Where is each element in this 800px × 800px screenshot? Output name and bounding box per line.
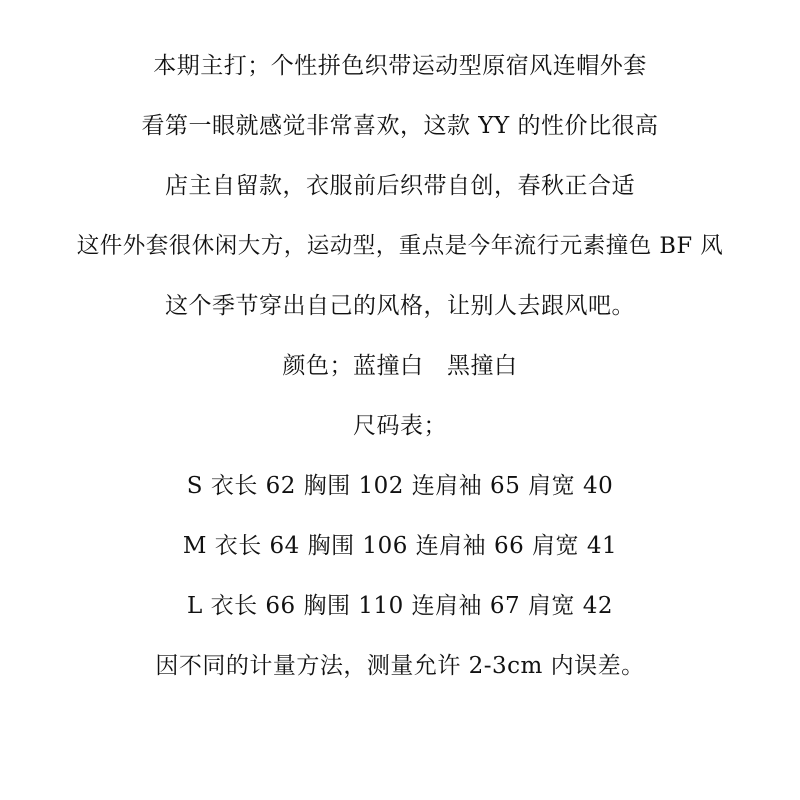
- description-line-impression: 看第一眼就感觉非常喜欢，这款 YY 的性价比很高: [141, 113, 659, 139]
- measurement-note: 因不同的计量方法，测量允许 2-3cm 内误差。: [155, 653, 645, 679]
- description-line-design: 店主自留款，衣服前后织带自创，春秋正合适: [165, 173, 635, 199]
- description-line-slogan: 这个季节穿出自己的风格，让别人去跟风吧。: [165, 293, 635, 319]
- size-chart-title: 尺码表；: [353, 413, 447, 439]
- description-line-style: 这件外套很休闲大方，运动型，重点是今年流行元素撞色 BF 风: [76, 233, 724, 259]
- size-row-m: M 衣长 64 胸围 106 连肩袖 66 肩宽 41: [182, 533, 618, 559]
- headline-text: 本期主打；个性拼色织带运动型原宿风连帽外套: [153, 53, 647, 79]
- size-row-s: S 衣长 62 胸围 102 连肩袖 65 肩宽 40: [186, 473, 614, 499]
- size-row-l: L 衣长 66 胸围 110 连肩袖 67 肩宽 42: [187, 593, 613, 619]
- color-options-text: 颜色；蓝撞白 黑撞白: [282, 353, 518, 379]
